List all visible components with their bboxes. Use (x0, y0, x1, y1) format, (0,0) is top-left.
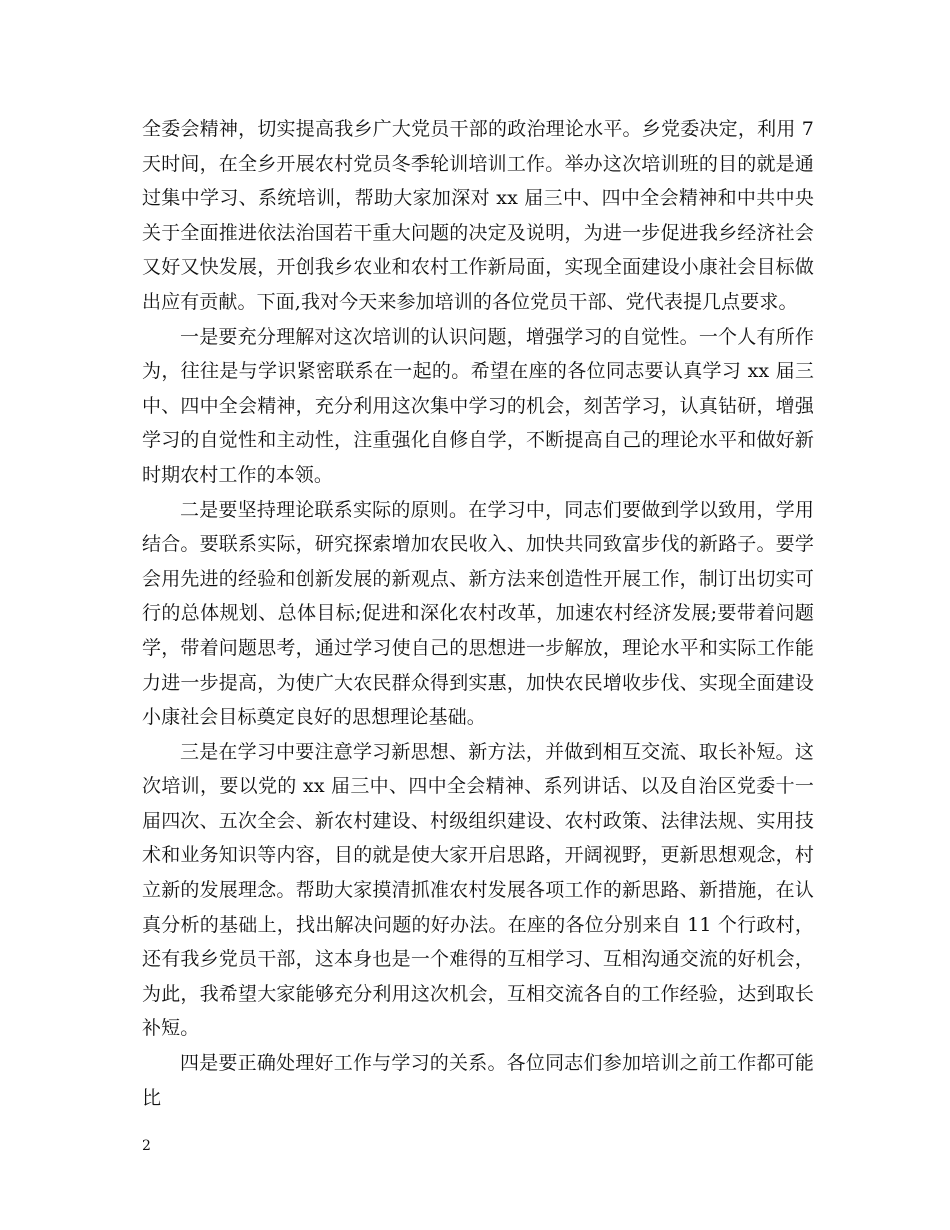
document-body (142, 112, 814, 1115)
paragraph-3: 二是要坚持理论联系实际的原则。在学习中，同志们要做到学以致用，学用结合。要联系实际，研究探索增加农民收入、加快共同致富步伐的新路子。要学会用先进的经验和创新发展的新观点、新方法来创造性开展工作，制订出切实可行的总体规划、总体目标;促进和深化农村改革，加速农村经济发展;要带着问题学，带着问题思考，通过学习使自己的思想进一步解放，理论水平和实际工作能力进一步提高，为使广大农民群众得到实惠，加快农民增收步伐、实现全面建设小康社会目标奠定良好的思想理论基础。 (142, 498, 814, 729)
paragraph-2: 一是要充分理解对这次培训的认识问题，增强学习的自觉性。一个人有所作为，往往是与学识紧密联系在一起的。希望在座的各位同志要认真学习 xx 届三中、四中全会精神，充分利用这次集中学习的机会，刻苦学习，认真钻研，增强学习的自觉性和主动性，注重强化自修自学，不断提高自己的理论水平和做好新时期农村工作的本领。 (142, 325, 814, 486)
paragraph-1: 全委会精神，切实提高我乡广大党员干部的政治理论水平。乡党委决定，利用 7 天时间，在全乡开展农村党员冬季轮训培训工作。举办这次培训班的目的就是通过集中学习、系统培训，帮助大家加深对 xx 届三中、四中全会精神和中共中央关于全面推进依法治国若干重大问题的决定及说明，为进一步促进我乡经济社会又好又快发展，开创我乡农业和农村工作新局面，实现全面建设小康社会目标做出应有贡献。下面,我对今天来参加培训的各位党员干部、党代表提几点要求。 (142, 118, 814, 313)
paragraph-5: 四是要正确处理好工作与学习的关系。各位同志们参加培训之前工作都可能比 (142, 1052, 814, 1109)
page-number: 2 (142, 1138, 151, 1154)
paragraph-4: 三是在学习中要注意学习新思想、新方法，并做到相互交流、取长补短。这次培训，要以党的 xx 届三中、四中全会精神、系列讲话、以及自治区党委十一届四次、五次全会、新农村建设、村级组织建设、农村政策、法律法规、实用技术和业务知识等内容，目的就是使大家开启思路，开阔视野，更新思想观念，村立新的发展理念。帮助大家摸清抓准农村发展各项工作的新思路、新措施，在认真分析的基础上，找出解决问题的好办法。在座的各位分别来自 11 个行政村，还有我乡党员干部，这本身也是一个难得的互相学习、互相沟通交流的好机会，为此，我希望大家能够充分利用这次机会，互相交流各自的工作经验，达到取长补短。 (142, 740, 814, 1040)
